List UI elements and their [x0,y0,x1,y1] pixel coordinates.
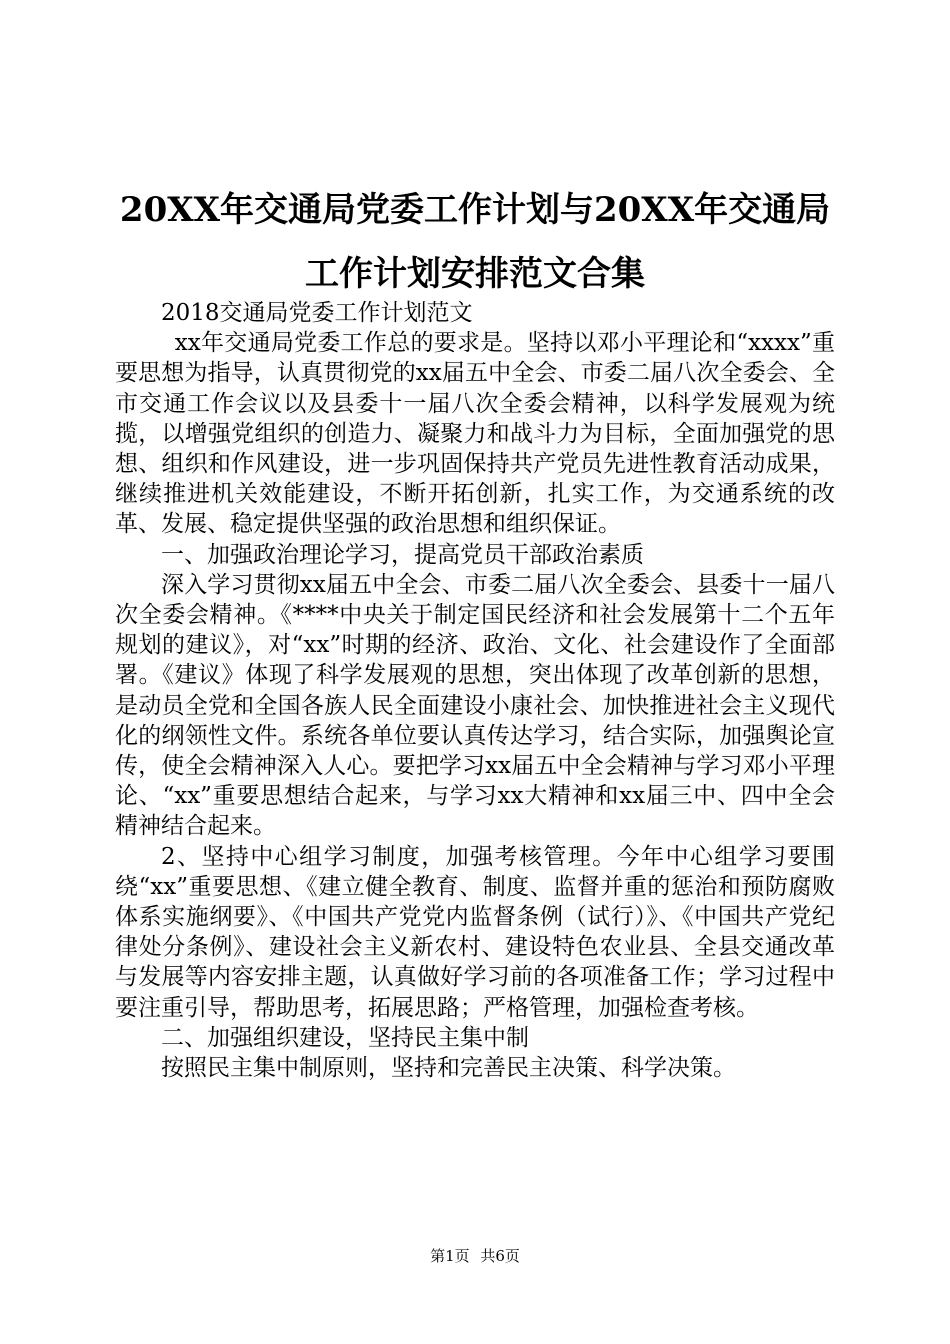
page-number: 第1页 [430,1247,470,1265]
paragraph-center-group: 2、坚持中心组学习制度，加强考核管理。今年中心组学习要围绕“xx”重要思想、《建立健全教育、制度、监督并重的惩治和预防腐败体系实施纲要》、《中国共产党党内监督条例（试行）》、《中国共产党纪律处分条例》、建设社会主义新农村、建设特色农业县、全县交通改革与发展等内容安排主题，认真做好学习前的各项准备工作；学习过程中要注重引导，帮助思考，拓展思路；严格管理，加强检查考核。 [115,843,835,1021]
paragraph-intro: xx年交通局党委工作总的要求是。坚持以邓小平理论和“xxxx”重要思想为指导，认真贯彻党的xx届五中全会、市委二届八次全委会、全市交通工作会议以及县委十一届八次全委会精神，以科学发展观为统揽，以增强党组织的创造力、凝聚力和战斗力为目标，全面加强党的思想、组织和作风建设，进一步巩固保持共产党员先进性教育活动成果，继续推进机关效能建设，不断开拓创新，扎实工作，为交通系统的改革、发展、稳定提供坚强的政治思想和组织保证。 [115,330,835,538]
document-body [115,298,835,1083]
heading-section-1: 一、加强政治理论学习，提高党员干部政治素质 [161,541,644,568]
section-subtitle: 2018交通局党委工作计划范文 [161,300,473,326]
page-footer [0,1246,950,1266]
paragraph-study: 深入学习贯彻xx届五中全会、市委二届八次全委会、县委十一届八次全委会精神。《****中央关于制定国民经济和社会发展第十二个五年规划的建议》，对“xx”时期的经济、政治、文化、社会建设作了全面部署。《建议》体现了科学发展观的思想，突出体现了改革创新的思想，是动员全党和全国各族人民全面建设小康社会、加快推进社会主义现代化的纲领性文件。系统各单位要认真传达学习，结合实际，加强舆论宣传，使全会精神深入人心。要把学习xx届五中全会精神与学习邓小平理论、“xx”重要思想结合起来，与学习xx大精神和xx届三中、四中全会精神结合起来。 [115,571,835,840]
title-line-1: 20XX年交通局党委工作计划与20XX年交通局 [119,190,831,230]
heading-section-2: 二、加强组织建设，坚持民主集中制 [161,1024,529,1051]
title-line-2: 工作计划安排范文合集 [305,254,645,294]
page-total: 共6页 [480,1247,520,1265]
document-title [100,178,850,306]
paragraph-democratic: 按照民主集中制原则，坚持和完善民主决策、科学决策。 [161,1055,736,1082]
